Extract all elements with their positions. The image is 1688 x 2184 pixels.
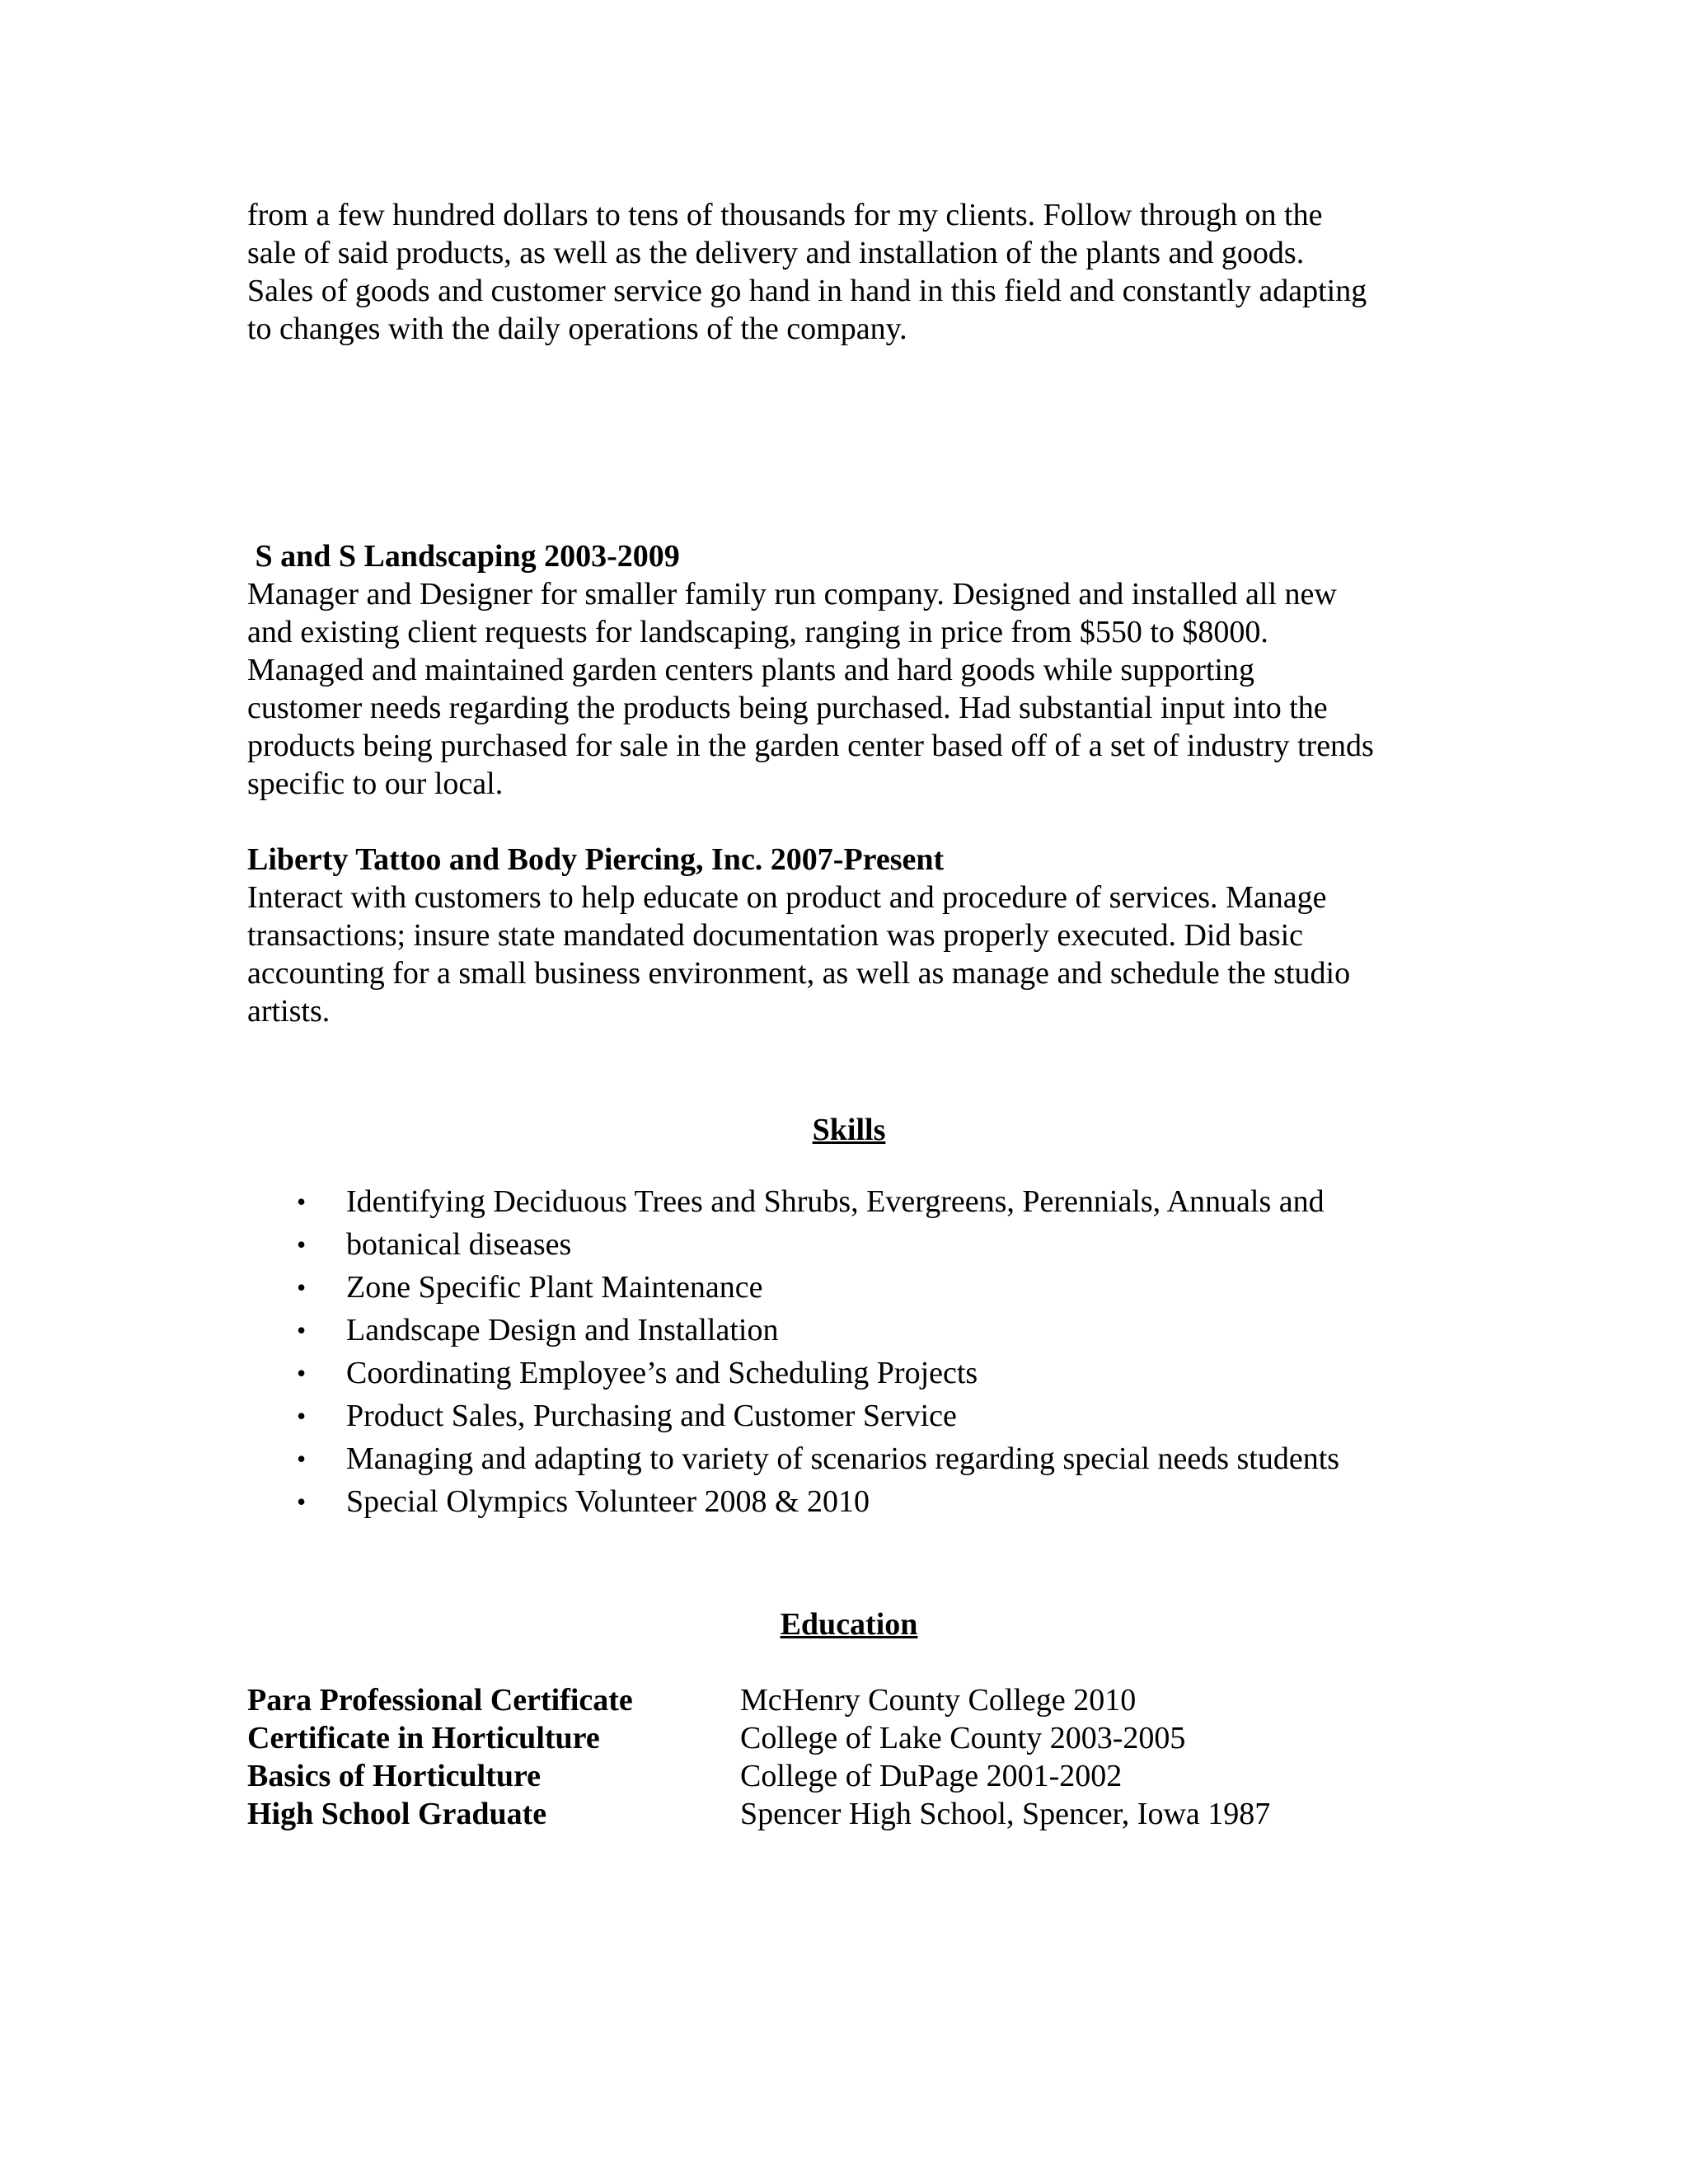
education-credential: Para Professional Certificate	[247, 1683, 633, 1718]
bullet-icon: •	[297, 1444, 307, 1474]
bullet-icon: •	[297, 1272, 307, 1302]
education-credential: Basics of Horticulture	[247, 1759, 542, 1793]
bullet-icon: •	[297, 1358, 307, 1388]
education-institution: College of DuPage 2001-2002	[740, 1759, 1123, 1793]
skill-item	[247, 1394, 1451, 1437]
job-description-line: accounting for a small business environment, as well as manage and schedule the studio	[247, 956, 1351, 991]
bullet-icon: •	[297, 1187, 307, 1216]
bullet-icon: •	[297, 1401, 307, 1431]
skill-text: botanical diseases	[346, 1227, 572, 1262]
education-row	[247, 1681, 1451, 1719]
skill-item	[247, 1180, 1451, 1223]
intro-line: to changes with the daily operations of the company.	[247, 312, 907, 346]
intro-line: sale of said products, as well as the delivery and installation of the plants and goods.	[247, 236, 1305, 270]
skill-item	[247, 1437, 1451, 1480]
job-description-line: and existing client requests for landscaping, ranging in price from $550 to $8000.	[247, 615, 1268, 649]
education-row	[247, 1795, 1451, 1833]
job-description-line: products being purchased for sale in the garden center based off of a set of industry trends	[247, 729, 1374, 763]
bullet-icon: •	[297, 1230, 307, 1259]
resume-page	[247, 196, 1451, 1833]
education-institution: McHenry County College 2010	[740, 1683, 1137, 1718]
job-description-line: Interact with customers to help educate on product and procedure of services. Manage	[247, 880, 1327, 915]
bullet-icon: •	[297, 1487, 307, 1516]
skill-item	[247, 1266, 1451, 1309]
job-liberty-tattoo	[247, 841, 1451, 1030]
job-description-line: customer needs regarding the products being purchased. Had substantial input into the	[247, 691, 1328, 725]
job-title: S and S Landscaping 2003-2009	[247, 539, 680, 574]
intro-line: from a few hundred dollars to tens of thousands for my clients. Follow through on the	[247, 198, 1323, 232]
skill-text: Landscape Design and Installation	[346, 1313, 779, 1347]
education-institution: College of Lake County 2003-2005	[740, 1721, 1186, 1755]
skill-text: Zone Specific Plant Maintenance	[346, 1270, 763, 1305]
skill-item	[247, 1480, 1451, 1523]
job-title: Liberty Tattoo and Body Piercing, Inc. 2007-Present	[247, 842, 945, 877]
education-row	[247, 1719, 1451, 1757]
skills-heading: Skills	[812, 1113, 886, 1147]
education-institution: Spencer High School, Spencer, Iowa 1987	[740, 1797, 1271, 1831]
skill-item	[247, 1352, 1451, 1394]
education-credential: High School Graduate	[247, 1797, 547, 1831]
education-row	[247, 1757, 1451, 1795]
job-description-line: specific to our local.	[247, 766, 504, 801]
job-s-and-s-landscaping	[247, 537, 1451, 803]
skill-text: Product Sales, Purchasing and Customer Service	[346, 1399, 957, 1433]
intro-line: Sales of goods and customer service go hand in hand in this field and constantly adapting	[247, 274, 1367, 308]
education-table	[247, 1681, 1451, 1833]
intro-paragraph	[247, 196, 1451, 348]
job-description-line: Manager and Designer for smaller family run company. Designed and installed all new	[247, 577, 1337, 612]
job-description-line: transactions; insure state mandated documentation was properly executed. Did basic	[247, 918, 1304, 953]
skill-text: Managing and adapting to variety of scenarios regarding special needs students	[346, 1441, 1340, 1476]
skill-text: Identifying Deciduous Trees and Shrubs, Evergreens, Perennials, Annuals and	[346, 1184, 1325, 1219]
bullet-icon: •	[297, 1315, 307, 1345]
education-heading: Education	[780, 1607, 918, 1642]
skill-item	[247, 1223, 1451, 1266]
job-description-line: artists.	[247, 994, 331, 1029]
skill-text: Coordinating Employee’s and Scheduling Projects	[346, 1356, 978, 1390]
skill-item	[247, 1309, 1451, 1352]
education-credential: Certificate in Horticulture	[247, 1721, 600, 1755]
skill-text: Special Olympics Volunteer 2008 & 2010	[346, 1484, 870, 1519]
skills-list	[247, 1180, 1451, 1523]
job-description-line: Managed and maintained garden centers plants and hard goods while supporting	[247, 653, 1254, 687]
